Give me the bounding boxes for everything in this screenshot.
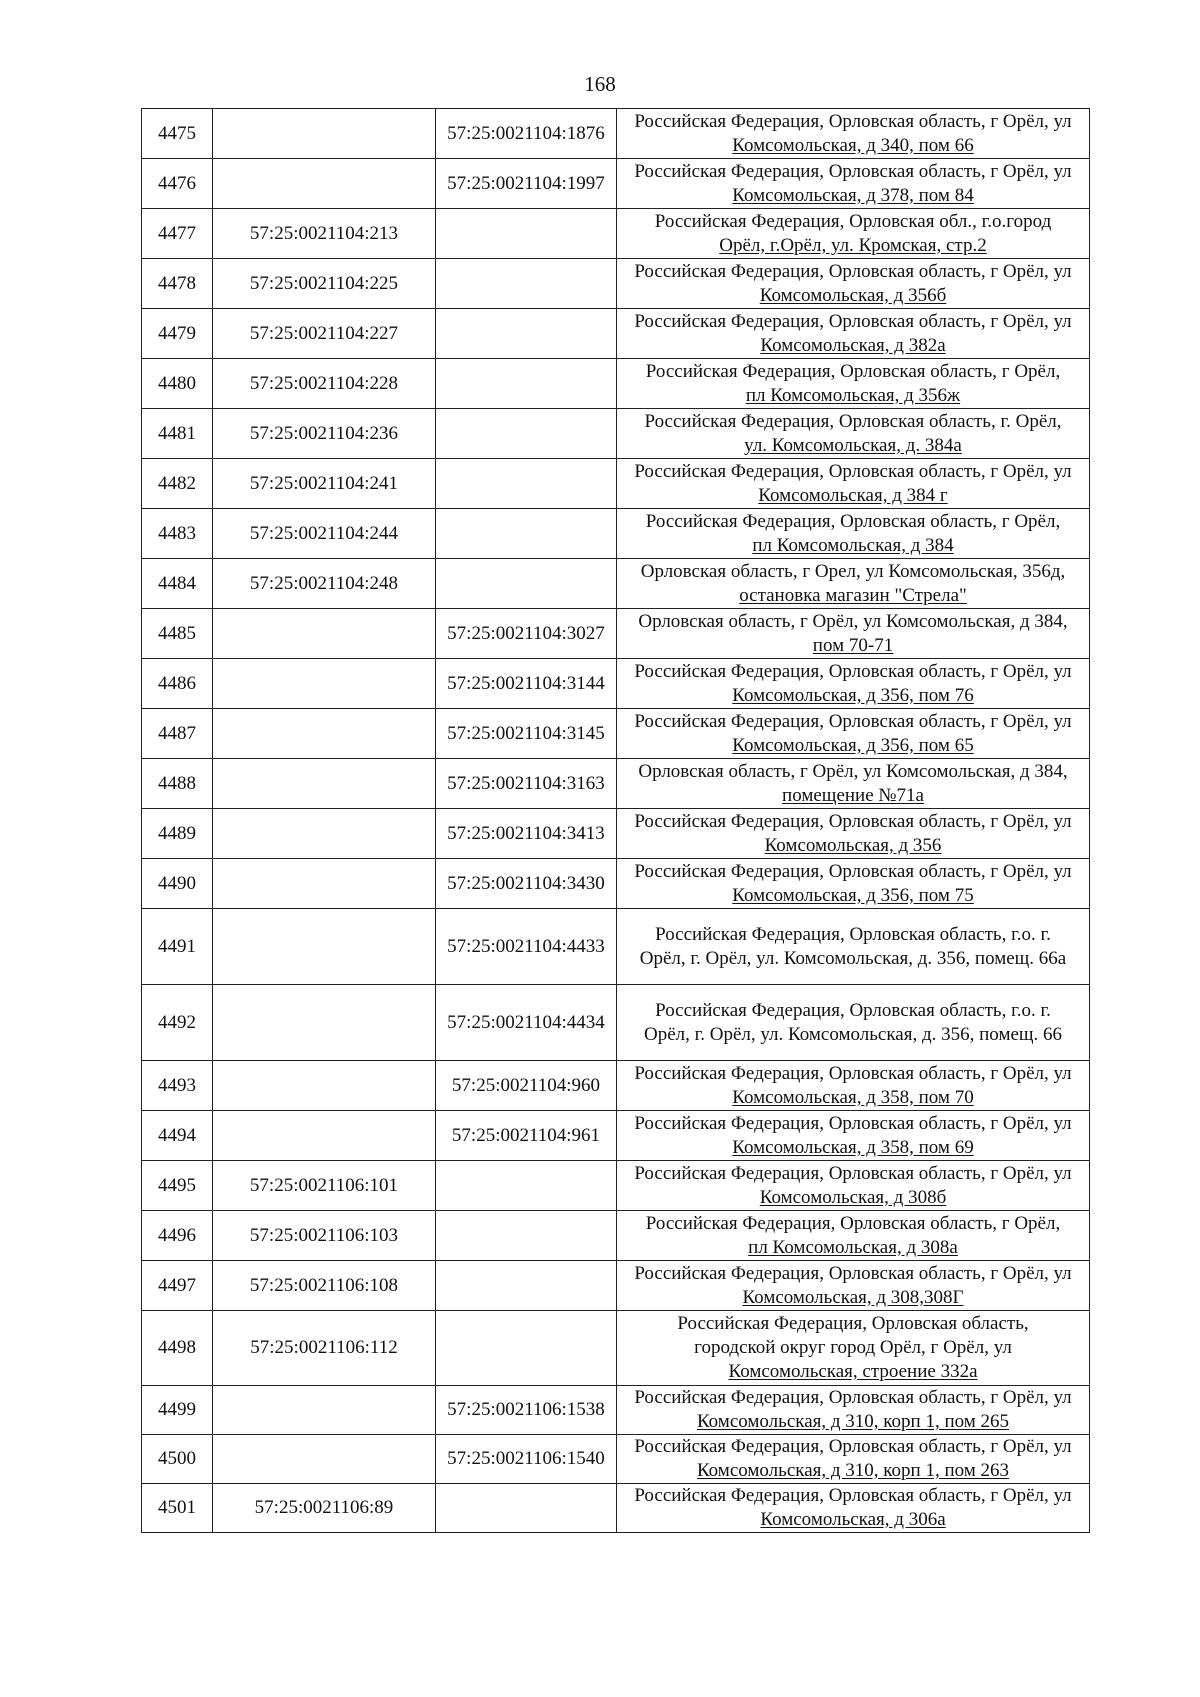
address-line: Российская Федерация, Орловская область, г Орёл, ул: [634, 310, 1072, 332]
table-row: [142, 409, 1090, 459]
premises-cadastral-number-cell: [436, 309, 617, 359]
row-number-cell: 4496: [142, 1211, 213, 1261]
table-row: [142, 759, 1090, 809]
premises-cadastral-number-cell: 57:25:0021104:961: [436, 1111, 617, 1161]
row-number-cell: 4485: [142, 609, 213, 659]
row-number-cell: 4486: [142, 659, 213, 709]
land-cadastral-number-cell: 57:25:0021104:244: [213, 509, 436, 559]
row-number-cell: 4499: [142, 1386, 213, 1435]
land-cadastral-number-cell: 57:25:0021104:228: [213, 359, 436, 409]
address-line: Комсомольская, д 358, пом 69: [732, 1136, 974, 1158]
land-cadastral-number-cell: 57:25:0021106:89: [213, 1484, 436, 1533]
address-line: Российская Федерация, Орловская область, г Орёл, ул: [634, 1262, 1072, 1284]
row-number-cell: 4494: [142, 1111, 213, 1161]
premises-cadastral-number-cell: [436, 409, 617, 459]
address-line: Российская Федерация, Орловская область, г Орёл, ул: [634, 1436, 1072, 1457]
address-cell: [617, 459, 1090, 509]
table-row: [142, 159, 1090, 209]
land-cadastral-number-cell: [213, 1061, 436, 1111]
land-cadastral-number-cell: 57:25:0021106:103: [213, 1211, 436, 1261]
address-line: ул. Комсомольская, д. 384а: [744, 434, 962, 456]
land-cadastral-number-cell: 57:25:0021104:241: [213, 459, 436, 509]
land-cadastral-number-cell: 57:25:0021106:112: [213, 1311, 436, 1386]
address-line: Комсомольская, д 308,308Г: [742, 1286, 964, 1308]
premises-cadastral-number-cell: 57:25:0021104:3430: [436, 859, 617, 909]
premises-cadastral-number-cell: [436, 1311, 617, 1386]
row-number-cell: 4495: [142, 1161, 213, 1211]
land-cadastral-number-cell: [213, 1386, 436, 1435]
address-line: Комсомольская, д 382а: [760, 334, 946, 356]
table-row: [142, 1311, 1090, 1386]
address-line: Комсомольская, д 358, пом 70: [732, 1086, 974, 1108]
table-row: [142, 459, 1090, 509]
row-number-cell: 4493: [142, 1061, 213, 1111]
address-line: пом 70-71: [812, 634, 894, 656]
premises-cadastral-number-cell: 57:25:0021104:3163: [436, 759, 617, 809]
address-line: Комсомольская, д 308б: [759, 1186, 947, 1208]
premises-cadastral-number-cell: [436, 1484, 617, 1533]
row-number-cell: 4484: [142, 559, 213, 609]
premises-cadastral-number-cell: 57:25:0021104:3145: [436, 709, 617, 759]
table-row: [142, 109, 1090, 159]
address-line: Российская Федерация, Орловская область, г Орёл, ул: [634, 160, 1072, 182]
row-number-cell: 4488: [142, 759, 213, 809]
address-line: Российская Федерация, Орловская область, г Орёл,: [645, 510, 1061, 532]
address-line: Российская Федерация, Орловская область, г Орёл, ул: [634, 1112, 1072, 1134]
address-line: Комсомольская, д 356: [764, 834, 942, 856]
address-line: остановка магазин "Стрела": [739, 584, 967, 606]
table-row: [142, 509, 1090, 559]
address-cell: [617, 659, 1090, 709]
address-cell: [617, 1311, 1090, 1386]
row-number-cell: 4501: [142, 1484, 213, 1533]
address-line: Российская Федерация, Орловская область, г Орёл, ул: [634, 660, 1072, 682]
premises-cadastral-number-cell: 57:25:0021104:4434: [436, 985, 617, 1061]
row-number-cell: 4475: [142, 109, 213, 159]
row-number-cell: 4489: [142, 809, 213, 859]
row-number-cell: 4479: [142, 309, 213, 359]
address-line: Российская Федерация, Орловская область, г.о. г.: [655, 923, 1051, 945]
premises-cadastral-number-cell: 57:25:0021104:1876: [436, 109, 617, 159]
address-cell: [617, 259, 1090, 309]
row-number-cell: 4500: [142, 1435, 213, 1484]
land-cadastral-number-cell: 57:25:0021106:108: [213, 1261, 436, 1311]
land-cadastral-number-cell: [213, 759, 436, 809]
land-cadastral-number-cell: [213, 709, 436, 759]
address-line: Комсомольская, д 340, пом 66: [732, 134, 974, 156]
address-cell: [617, 1261, 1090, 1311]
land-cadastral-number-cell: [213, 909, 436, 985]
address-cell: [617, 709, 1090, 759]
row-number-cell: 4490: [142, 859, 213, 909]
premises-cadastral-number-cell: 57:25:0021104:3027: [436, 609, 617, 659]
address-cell: [617, 409, 1090, 459]
address-cell: [617, 1111, 1090, 1161]
address-line: Российская Федерация, Орловская область, г Орёл, ул: [634, 1387, 1072, 1408]
address-line: Комсомольская, д 310, корп 1, пом 265: [696, 1411, 1010, 1432]
table-row: [142, 559, 1090, 609]
address-cell: [617, 1061, 1090, 1111]
premises-cadastral-number-cell: [436, 1211, 617, 1261]
address-line: Орёл, г. Орёл, ул. Комсомольская, д. 356, помещ. 66а: [639, 947, 1067, 969]
address-cell: [617, 609, 1090, 659]
land-cadastral-number-cell: 57:25:0021106:101: [213, 1161, 436, 1211]
row-number-cell: 4478: [142, 259, 213, 309]
table-row: [142, 1161, 1090, 1211]
row-number-cell: 4498: [142, 1311, 213, 1386]
address-line: городской округ город Орёл, г Орёл, ул: [694, 1337, 1012, 1358]
address-line: пл Комсомольская, д 384: [752, 534, 954, 556]
address-cell: [617, 109, 1090, 159]
premises-cadastral-number-cell: 57:25:0021106:1540: [436, 1435, 617, 1484]
address-line: Комсомольская, д 356, пом 75: [732, 884, 974, 906]
address-line: Орёл, г.Орёл, ул. Кромская, стр.2: [719, 234, 987, 256]
address-line: Российская Федерация, Орловская область, г Орёл, ул: [634, 1485, 1072, 1506]
land-cadastral-number-cell: [213, 1435, 436, 1484]
table-row: [142, 1435, 1090, 1484]
address-cell: [617, 1484, 1090, 1533]
row-number-cell: 4481: [142, 409, 213, 459]
land-cadastral-number-cell: [213, 659, 436, 709]
land-cadastral-number-cell: [213, 859, 436, 909]
row-number-cell: 4487: [142, 709, 213, 759]
land-cadastral-number-cell: [213, 1111, 436, 1161]
premises-cadastral-number-cell: 57:25:0021104:4433: [436, 909, 617, 985]
row-number-cell: 4492: [142, 985, 213, 1061]
address-cell: [617, 559, 1090, 609]
registry-table-body: [142, 109, 1090, 1533]
row-number-cell: 4480: [142, 359, 213, 409]
address-cell: [617, 1435, 1090, 1484]
address-line: пл Комсомольская, д 308а: [748, 1236, 958, 1258]
registry-table: [141, 108, 1090, 1533]
address-line: Комсомольская, д 356б: [759, 284, 947, 306]
address-line: Комсомольская, д 384 г: [758, 484, 948, 506]
address-line: помещение №71а: [782, 784, 924, 806]
land-cadastral-number-cell: [213, 159, 436, 209]
address-line: пл Комсомольская, д 356ж: [745, 384, 961, 406]
address-line: Российская Федерация, Орловская область, г Орёл, ул: [634, 260, 1072, 282]
table-row: [142, 209, 1090, 259]
address-line: Орловская область, г Орёл, ул Комсомольская, д 384,: [638, 610, 1068, 632]
address-line: Комсомольская, д 356, пом 65: [732, 734, 974, 756]
land-cadastral-number-cell: 57:25:0021104:225: [213, 259, 436, 309]
address-cell: [617, 359, 1090, 409]
land-cadastral-number-cell: [213, 809, 436, 859]
land-cadastral-number-cell: [213, 985, 436, 1061]
address-line: Российская Федерация, Орловская область, г Орёл, ул: [634, 710, 1072, 732]
premises-cadastral-number-cell: [436, 259, 617, 309]
address-line: Российская Федерация, Орловская обл., г.о.город: [654, 210, 1052, 232]
premises-cadastral-number-cell: [436, 359, 617, 409]
address-line: Комсомольская, д 306а: [760, 1509, 946, 1530]
address-line: Орловская область, г Орёл, ул Комсомольская, д 384,: [638, 760, 1068, 782]
address-line: Орловская область, г Орел, ул Комсомольская, 356д,: [640, 560, 1066, 582]
address-line: Орёл, г. Орёл, ул. Комсомольская, д. 356, помещ. 66: [643, 1023, 1063, 1045]
address-line: Российская Федерация, Орловская область,: [677, 1313, 1029, 1334]
page-number: 168: [584, 72, 616, 96]
table-row: [142, 809, 1090, 859]
row-number-cell: 4483: [142, 509, 213, 559]
address-cell: [617, 759, 1090, 809]
row-number-cell: 4482: [142, 459, 213, 509]
address-cell: [617, 1386, 1090, 1435]
address-cell: [617, 859, 1090, 909]
premises-cadastral-number-cell: 57:25:0021104:960: [436, 1061, 617, 1111]
premises-cadastral-number-cell: 57:25:0021106:1538: [436, 1386, 617, 1435]
premises-cadastral-number-cell: 57:25:0021104:3144: [436, 659, 617, 709]
address-line: Российская Федерация, Орловская область, г Орёл, ул: [634, 110, 1072, 132]
premises-cadastral-number-cell: [436, 209, 617, 259]
land-cadastral-number-cell: 57:25:0021104:236: [213, 409, 436, 459]
row-number-cell: 4477: [142, 209, 213, 259]
table-row: [142, 1261, 1090, 1311]
land-cadastral-number-cell: [213, 609, 436, 659]
table-row: [142, 259, 1090, 309]
table-row: [142, 1211, 1090, 1261]
address-line: Российская Федерация, Орловская область, г.о. г.: [655, 999, 1051, 1021]
address-line: Комсомольская, д 378, пом 84: [732, 184, 974, 206]
table-row: [142, 909, 1090, 985]
address-line: Российская Федерация, Орловская область, г Орёл, ул: [634, 460, 1072, 482]
premises-cadastral-number-cell: [436, 1261, 617, 1311]
address-cell: [617, 909, 1090, 985]
table-row: [142, 659, 1090, 709]
address-line: Комсомольская, д 310, корп 1, пом 263: [696, 1460, 1010, 1481]
premises-cadastral-number-cell: [436, 1161, 617, 1211]
address-cell: [617, 509, 1090, 559]
address-cell: [617, 159, 1090, 209]
table-row: [142, 309, 1090, 359]
table-row: [142, 1484, 1090, 1533]
address-cell: [617, 1211, 1090, 1261]
address-line: Российская Федерация, Орловская область, г Орёл, ул: [634, 1062, 1072, 1084]
premises-cadastral-number-cell: [436, 459, 617, 509]
premises-cadastral-number-cell: 57:25:0021104:3413: [436, 809, 617, 859]
address-line: Российская Федерация, Орловская область, г Орёл, ул: [634, 810, 1072, 832]
land-cadastral-number-cell: 57:25:0021104:213: [213, 209, 436, 259]
premises-cadastral-number-cell: 57:25:0021104:1997: [436, 159, 617, 209]
address-cell: [617, 1161, 1090, 1211]
address-cell: [617, 309, 1090, 359]
table-row: [142, 859, 1090, 909]
table-row: [142, 1386, 1090, 1435]
table-row: [142, 1061, 1090, 1111]
table-row: [142, 985, 1090, 1061]
address-cell: [617, 985, 1090, 1061]
address-line: Российская Федерация, Орловская область, г Орёл,: [645, 360, 1061, 382]
address-line: Комсомольская, д 356, пом 76: [732, 684, 974, 706]
land-cadastral-number-cell: [213, 109, 436, 159]
land-cadastral-number-cell: 57:25:0021104:248: [213, 559, 436, 609]
table-row: [142, 709, 1090, 759]
land-cadastral-number-cell: 57:25:0021104:227: [213, 309, 436, 359]
table-row: [142, 1111, 1090, 1161]
row-number-cell: 4497: [142, 1261, 213, 1311]
address-line: Российская Федерация, Орловская область, г. Орёл,: [644, 410, 1062, 432]
table-row: [142, 609, 1090, 659]
premises-cadastral-number-cell: [436, 559, 617, 609]
row-number-cell: 4491: [142, 909, 213, 985]
address-line: Комсомольская, строение 332а: [728, 1361, 978, 1382]
address-cell: [617, 209, 1090, 259]
table-row: [142, 359, 1090, 409]
address-cell: [617, 809, 1090, 859]
address-line: Российская Федерация, Орловская область, г Орёл, ул: [634, 1162, 1072, 1184]
premises-cadastral-number-cell: [436, 509, 617, 559]
address-line: Российская Федерация, Орловская область, г Орёл, ул: [634, 860, 1072, 882]
row-number-cell: 4476: [142, 159, 213, 209]
address-line: Российская Федерация, Орловская область, г Орёл,: [645, 1212, 1061, 1234]
